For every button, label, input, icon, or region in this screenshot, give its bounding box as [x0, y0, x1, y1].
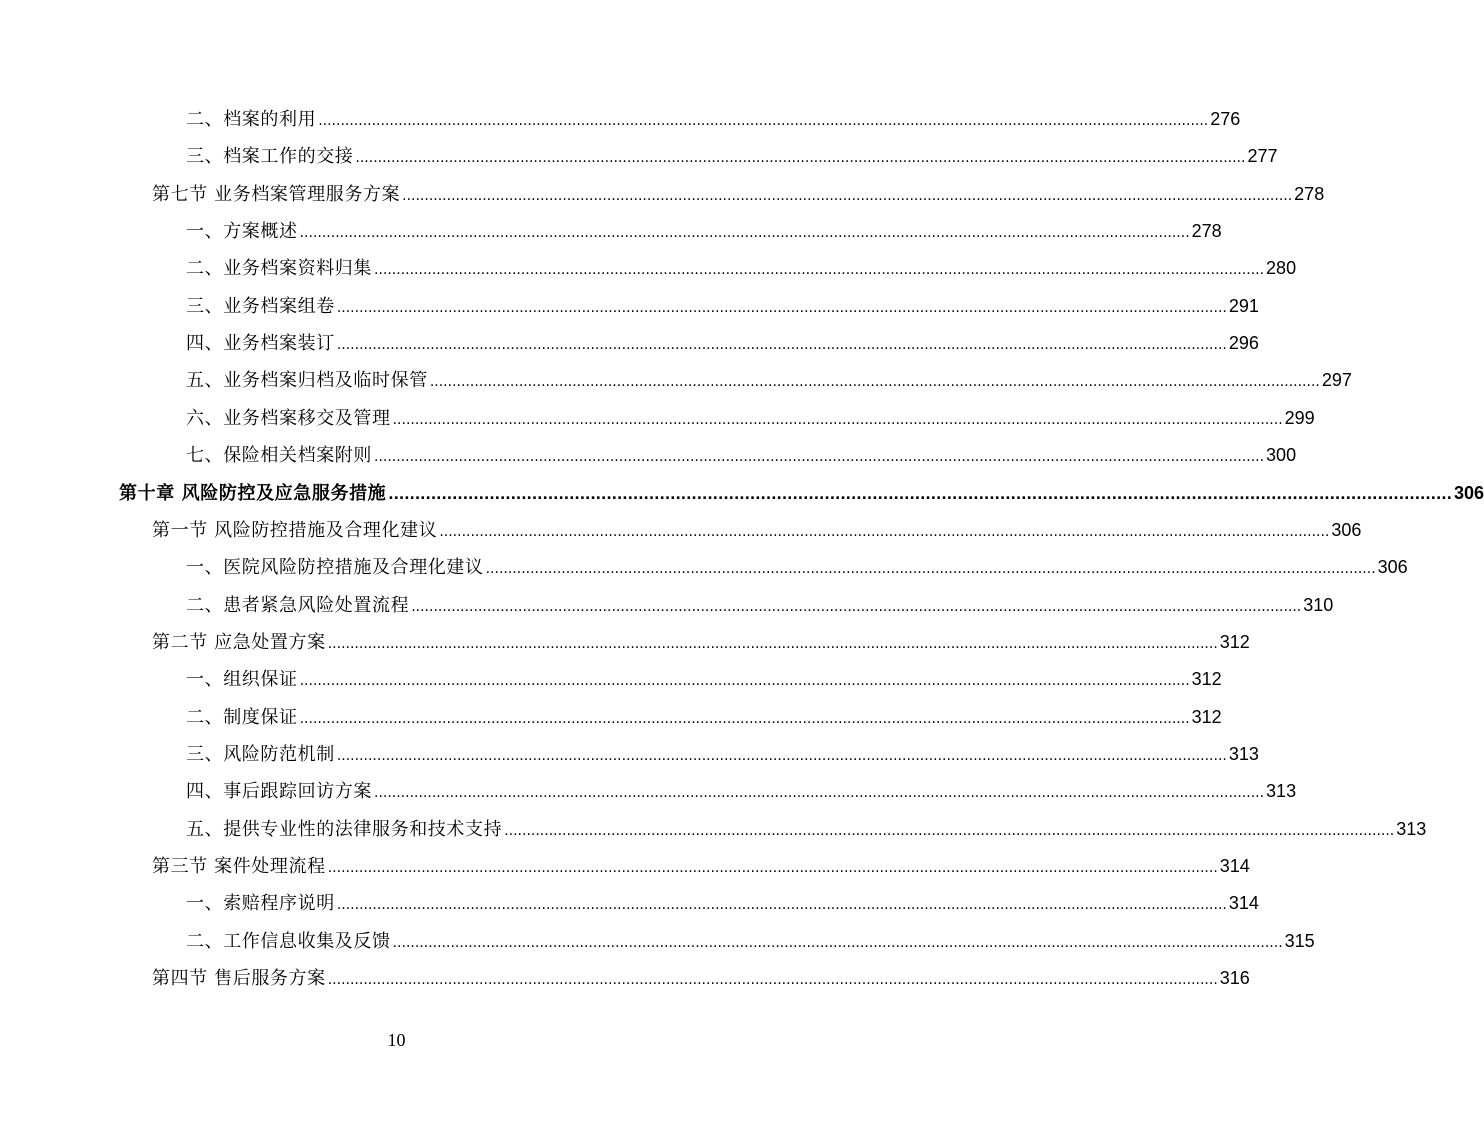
- toc-entry-page: 291: [1228, 295, 1259, 316]
- dot-leader: ........................................................................................................................................................................................................: [327, 972, 1218, 989]
- page-number: 10: [387, 1030, 406, 1050]
- toc-entry-page: 314: [1228, 893, 1259, 914]
- toc-entry-title: 五、提供专业性的法律服务和技术支持: [186, 818, 503, 840]
- toc-entry-title: 七、保险相关档案附则: [186, 445, 372, 467]
- toc-entry-page: 277: [1247, 146, 1278, 167]
- dot-leader: ........................................................................................................................................................................................................: [485, 561, 1376, 578]
- toc-entry[interactable]: [152, 853, 1250, 879]
- toc-entry-page: 316: [1219, 968, 1250, 989]
- toc-entry-page: 276: [1210, 109, 1241, 129]
- toc-entry-title: 三、风险防范机制: [186, 743, 335, 765]
- toc-entry[interactable]: [186, 592, 1334, 618]
- toc-entry[interactable]: [186, 218, 1222, 244]
- dot-leader: ........................................................................................................................................................................................................: [336, 747, 1227, 764]
- toc-entry-page: 278: [1191, 221, 1222, 242]
- dot-leader: ........................................................................................................................................................................................................: [392, 934, 1283, 951]
- toc-entry[interactable]: [186, 106, 1241, 132]
- toc-entry[interactable]: [186, 741, 1259, 767]
- toc-entry-title: 第四节 售后服务方案: [152, 968, 326, 990]
- dot-leader: ........................................................................................................................................................................................................: [392, 411, 1283, 428]
- toc-entry-page: 312: [1219, 631, 1250, 652]
- dot-leader: ........................................................................................................................................................................................................: [299, 225, 1190, 242]
- dot-leader: ........................................................................................................................................................................................................: [439, 523, 1330, 540]
- toc-entry[interactable]: [186, 405, 1315, 431]
- toc-entry-page: 310: [1303, 594, 1334, 615]
- dot-leader: ........................................................................................................................................................................................................: [374, 449, 1265, 466]
- toc-entry-title: 三、档案工作的交接: [186, 146, 354, 168]
- toc-entry[interactable]: [186, 554, 1408, 580]
- toc-entry-page: 280: [1266, 258, 1297, 279]
- toc-entry[interactable]: [186, 367, 1352, 393]
- dot-leader: ........................................................................................................................................................................................................: [374, 262, 1265, 279]
- dot-leader: ........................................................................................................................................................................................................: [402, 187, 1293, 204]
- dot-leader: ........................................................................................................................................................................................................: [327, 860, 1218, 876]
- toc-entry[interactable]: [186, 890, 1259, 916]
- toc-entry-title: 五、业务档案归档及临时保管: [186, 370, 428, 392]
- toc-entry[interactable]: [152, 629, 1250, 655]
- dot-leader: ........................................................................................................................................................................................................: [336, 337, 1227, 354]
- toc-entry-page: 312: [1191, 669, 1222, 690]
- dot-leader: ........................................................................................................................................................................................................: [299, 673, 1190, 690]
- toc-entry-page: 313: [1266, 781, 1297, 802]
- toc-entry-title: 一、组织保证: [186, 669, 298, 691]
- toc-entry-title: 二、患者紧急风险处置流程: [186, 594, 410, 616]
- toc-entry-page: 306: [1331, 519, 1362, 540]
- toc-entry[interactable]: [186, 330, 1259, 356]
- toc-entry-page: 313: [1396, 818, 1427, 839]
- dot-leader: ........................................................................................................................................................................................................: [327, 635, 1218, 652]
- toc-entry-title: 第十章 风险防控及应急服务措施: [119, 482, 387, 504]
- toc-entry-title: 第一节 风险防控措施及合理化建议: [152, 519, 438, 541]
- toc-entry-title: 一、方案概述: [186, 221, 298, 243]
- toc-entry[interactable]: [186, 928, 1315, 954]
- dot-leader: ........................................................................................................................................................................................................: [336, 897, 1227, 914]
- toc-entry-page: 296: [1228, 333, 1259, 354]
- toc-entry-title: 三、业务档案组卷: [186, 295, 335, 317]
- toc-entry-page: 315: [1284, 930, 1315, 951]
- toc-entry-page: 297: [1321, 370, 1352, 391]
- dot-leader: ........................................................................................................................................................................................................: [336, 299, 1227, 316]
- toc-entry[interactable]: [119, 480, 1484, 506]
- toc-entry-title: 二、工作信息收集及反馈: [186, 930, 391, 952]
- toc-entry[interactable]: [152, 965, 1250, 991]
- toc-entry-page: 300: [1266, 445, 1297, 466]
- dot-leader: ........................................................................................................................................................................................................: [504, 822, 1395, 839]
- toc-entry-page: 306: [1377, 557, 1408, 578]
- toc-entry-title: 二、档案的利用: [186, 109, 317, 130]
- dot-leader: ........................................................................................................................................................................................................: [429, 374, 1320, 391]
- toc-entry-page: 278: [1294, 183, 1325, 204]
- toc-entry[interactable]: [186, 442, 1297, 468]
- toc-entry-title: 六、业务档案移交及管理: [186, 407, 391, 429]
- toc-entry-title: 第三节 案件处理流程: [152, 856, 326, 877]
- toc-entry[interactable]: [186, 293, 1259, 319]
- toc-entry[interactable]: [186, 666, 1222, 692]
- toc-entry[interactable]: [186, 143, 1278, 169]
- toc-entry-page: 313: [1228, 743, 1259, 764]
- toc-entry-page: 312: [1191, 706, 1222, 727]
- toc-entry-title: 一、医院风险防控措施及合理化建议: [186, 557, 484, 579]
- dot-leader: ........................................................................................................................................................................................................: [299, 710, 1190, 727]
- toc-entry-title: 第七节 业务档案管理服务方案: [152, 183, 401, 205]
- toc-entry-page: 299: [1284, 407, 1315, 428]
- toc-entry-page: 314: [1219, 856, 1250, 876]
- toc-entry[interactable]: [152, 181, 1325, 207]
- dot-leader: ........................................................................................................................................................................................................: [388, 486, 1452, 503]
- toc-entry[interactable]: [186, 255, 1297, 281]
- dot-leader: ........................................................................................................................................................................................................: [374, 785, 1265, 802]
- toc-entry-title: 一、索赔程序说明: [186, 893, 335, 915]
- toc-entry-title: 四、事后跟踪回访方案: [186, 781, 372, 803]
- toc-entry-title: 四、业务档案装订: [186, 333, 335, 355]
- dot-leader: ........................................................................................................................................................................................................: [411, 598, 1302, 615]
- toc-entry-title: 第二节 应急处置方案: [152, 631, 326, 653]
- toc-entry-page: 306: [1453, 482, 1484, 503]
- toc-entry[interactable]: [186, 704, 1222, 730]
- toc-entry-title: 二、制度保证: [186, 706, 298, 728]
- toc-entry[interactable]: [186, 778, 1297, 804]
- dot-leader: ........................................................................................................................................................................................................: [355, 150, 1246, 167]
- toc-entry[interactable]: [152, 517, 1362, 543]
- dot-leader: ........................................................................................................................................................................................................: [318, 113, 1209, 129]
- toc-entry[interactable]: [186, 816, 1427, 842]
- toc-entry-title: 二、业务档案资料归集: [186, 258, 372, 280]
